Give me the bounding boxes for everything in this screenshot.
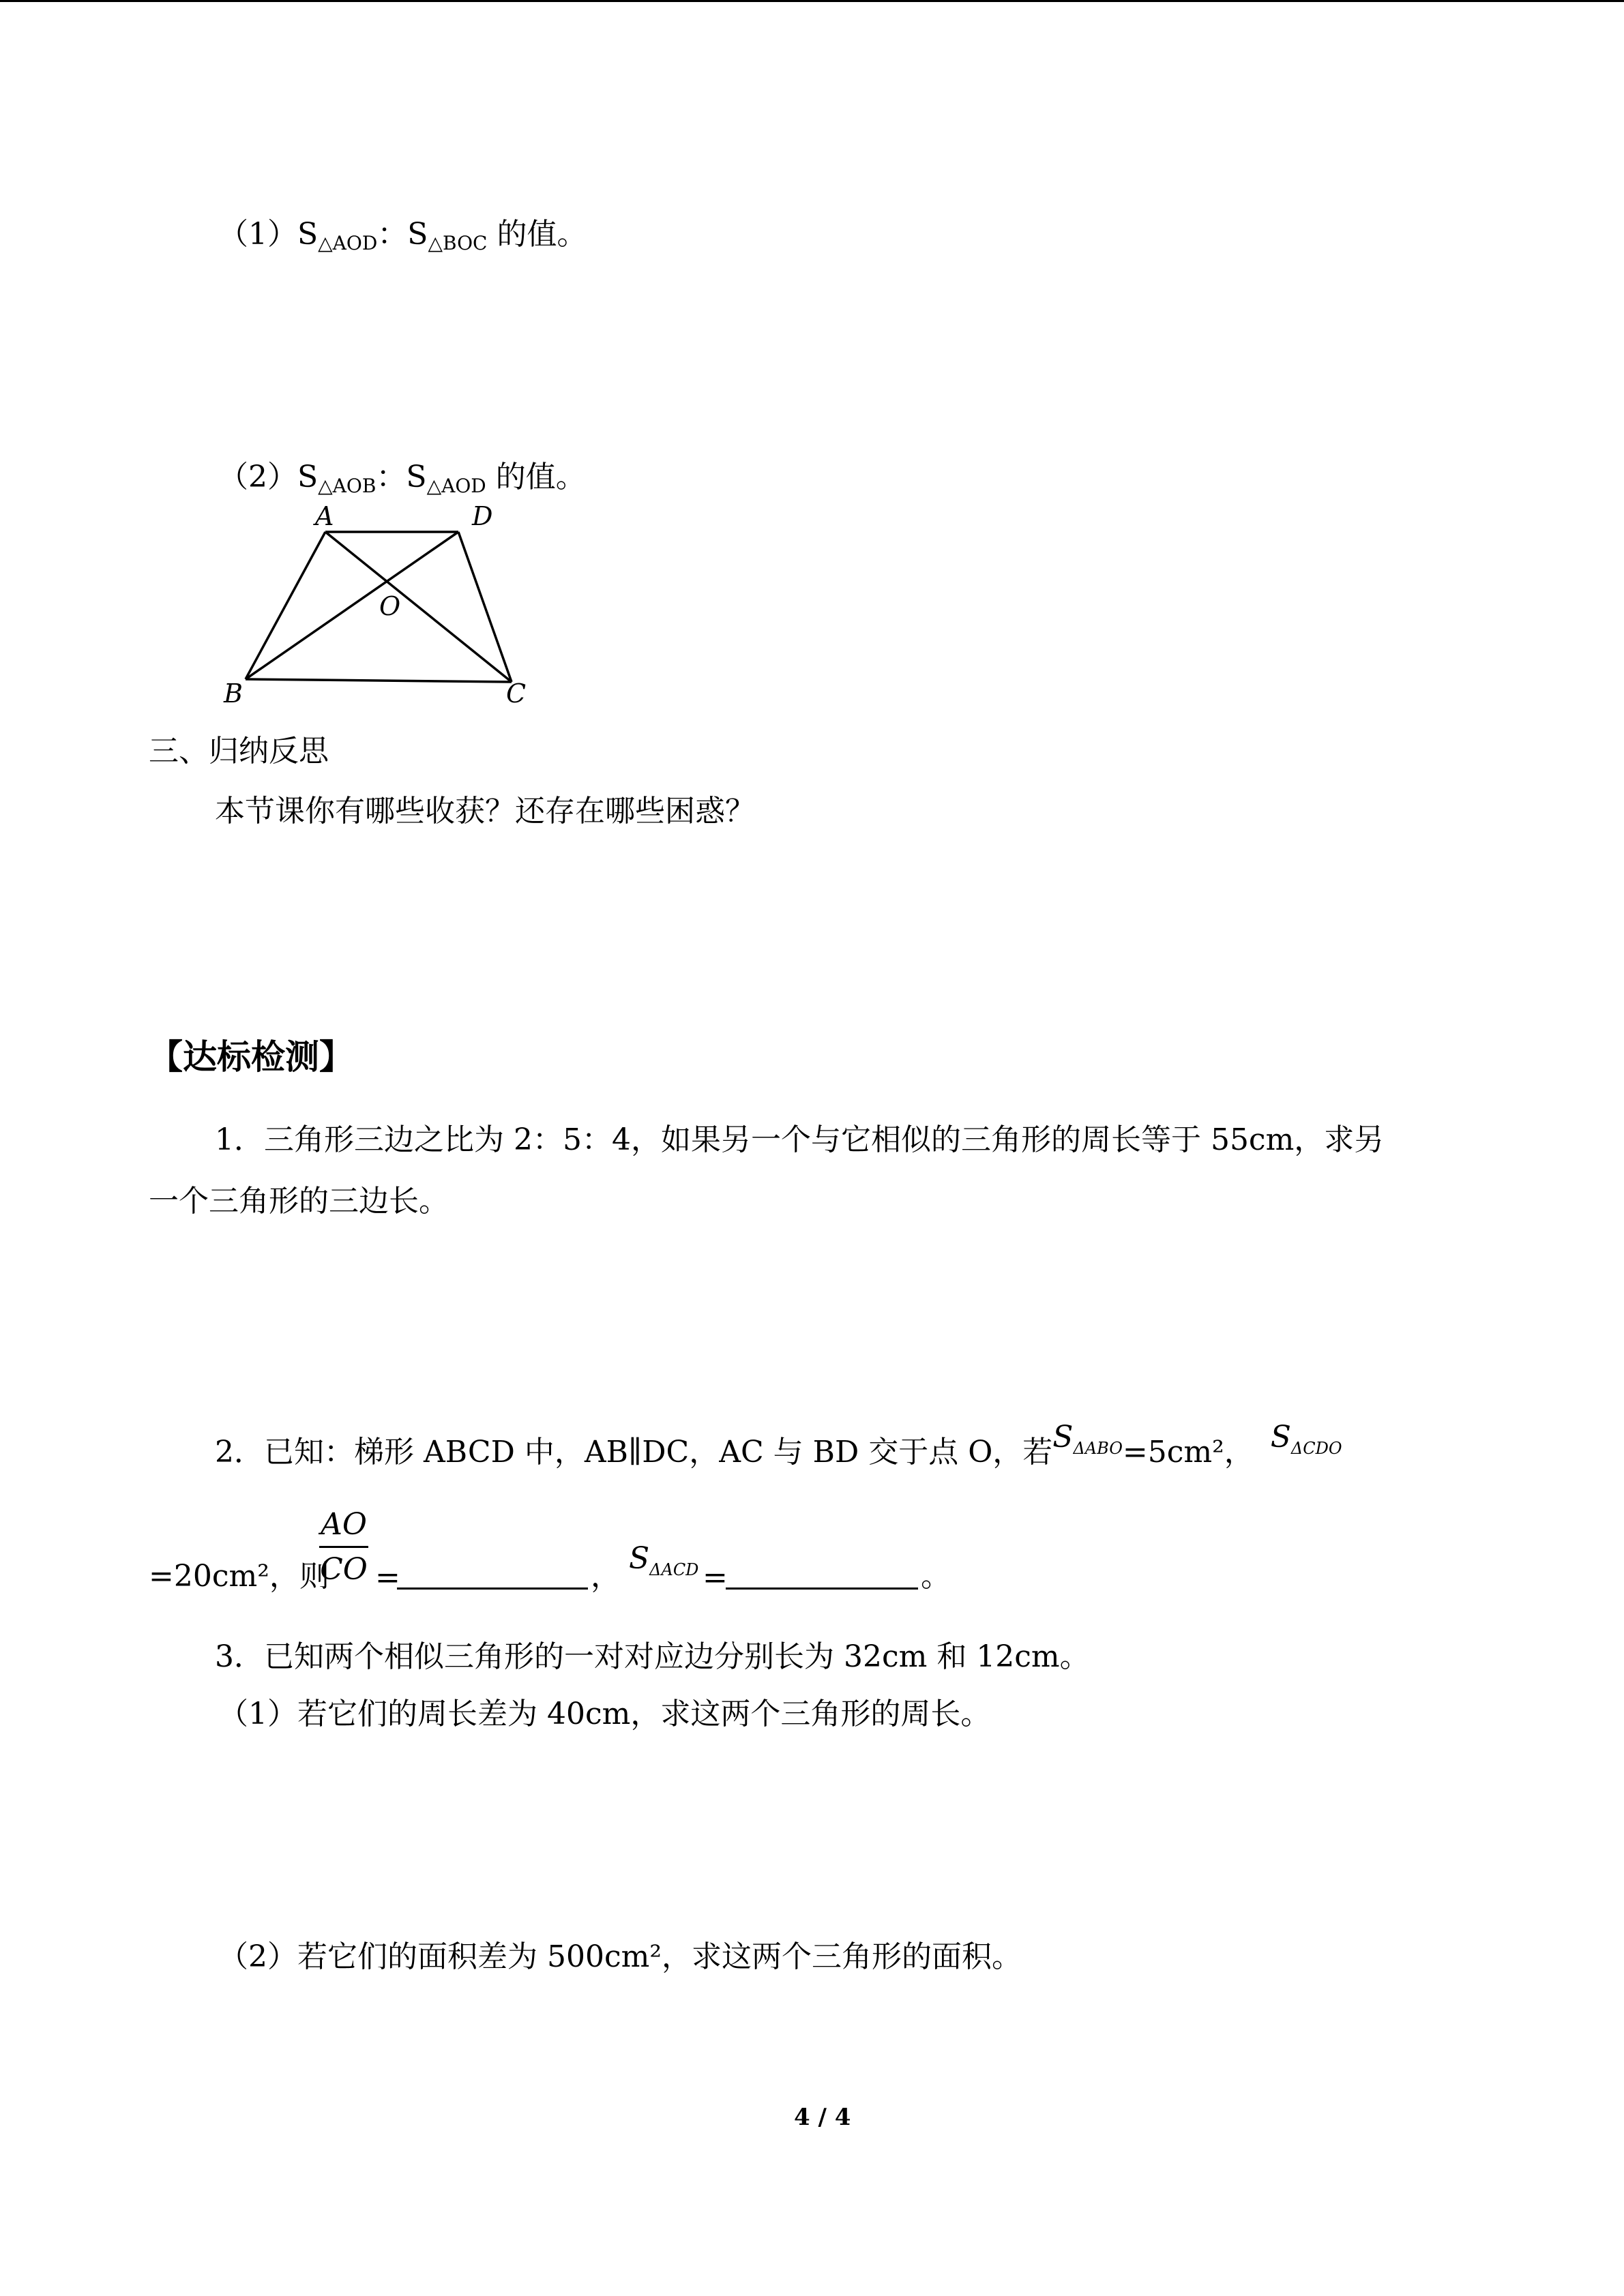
problem-2-line-1 (215, 1420, 1342, 1472)
diagonal-ac (325, 532, 512, 682)
s-cdo: $S_{\Delta CDO}$ (1270, 1420, 1342, 1458)
fraction-denominator: CO (319, 1546, 368, 1587)
fraction-ao-co (319, 1507, 368, 1587)
answer-blank-2[interactable] (726, 1562, 918, 1595)
q2-sub1: △AOB (318, 475, 377, 497)
check-heading: 【达标检测】 (149, 1037, 353, 1077)
eq-sign-1: = (375, 1560, 400, 1595)
edge-bc (246, 679, 512, 682)
label-a: A (315, 501, 334, 531)
q2-colon: ：S (376, 460, 427, 494)
period: 。 (921, 1559, 951, 1594)
q1-sub1: △AOD (318, 232, 378, 254)
blank-line-2[interactable] (726, 1562, 918, 1590)
q2-prefix: （2）S (218, 460, 319, 494)
q1-prefix: （1）S (218, 217, 319, 252)
q2-sub2: △AOD (426, 475, 486, 497)
problem-2-text: 2．已知：梯形 ABCD 中，AB∥DC，AC 与 BD 交于点 O，若 (215, 1435, 1053, 1470)
blank-line-1[interactable] (397, 1562, 588, 1590)
page-number: 4 / 4 (794, 2104, 851, 2131)
label-c: C (506, 679, 527, 709)
s-abo: $S_{\Delta ABO}$ (1052, 1420, 1123, 1458)
question-1-line (218, 217, 587, 254)
problem-3-line-1: 3．已知两个相似三角形的一对对应边分别长为 32cm 和 12cm。 (215, 1639, 1090, 1674)
trapezoid-figure (211, 498, 566, 716)
fraction-numerator: AO (321, 1507, 367, 1542)
question-2-line (218, 462, 586, 496)
edge-ab (246, 532, 325, 679)
section-3-heading: 三、归纳反思 (149, 734, 329, 769)
s-acd: $S_{\Delta ACD}$ (629, 1541, 699, 1579)
eq-5cm2: =5cm²， (1122, 1435, 1254, 1470)
problem-1-line-2: 一个三角形的三边长。 (149, 1184, 449, 1219)
label-b: B (224, 679, 243, 709)
q1-suffix: 的值。 (487, 217, 587, 252)
q2-suffix: 的值。 (486, 460, 586, 494)
problem-1-line-1: 1．三角形三边之比为 2：5：4，如果另一个与它相似的三角形的周长等于 55cm，求另 (215, 1122, 1385, 1157)
problem-3-sub-1: （1）若它们的周长差为 40cm，求这两个三角形的周长。 (218, 1697, 991, 1731)
problem-2-line-2-start: =20cm²，则 (149, 1559, 329, 1594)
label-d: D (472, 501, 493, 531)
q1-sub2: △BOC (428, 232, 488, 254)
top-border (0, 0, 1624, 2)
comma: ， (591, 1559, 621, 1594)
problem-3-sub-2: （2）若它们的面积差为 500cm²，求这两个三角形的面积。 (218, 1939, 1022, 1974)
label-o: O (379, 591, 401, 621)
section-3-prompt: 本节课你有哪些收获？还存在哪些困惑？ (215, 794, 755, 829)
answer-blank-1[interactable] (397, 1562, 588, 1595)
q1-colon: ：S (377, 217, 428, 252)
eq-sign-2: = (703, 1560, 728, 1595)
